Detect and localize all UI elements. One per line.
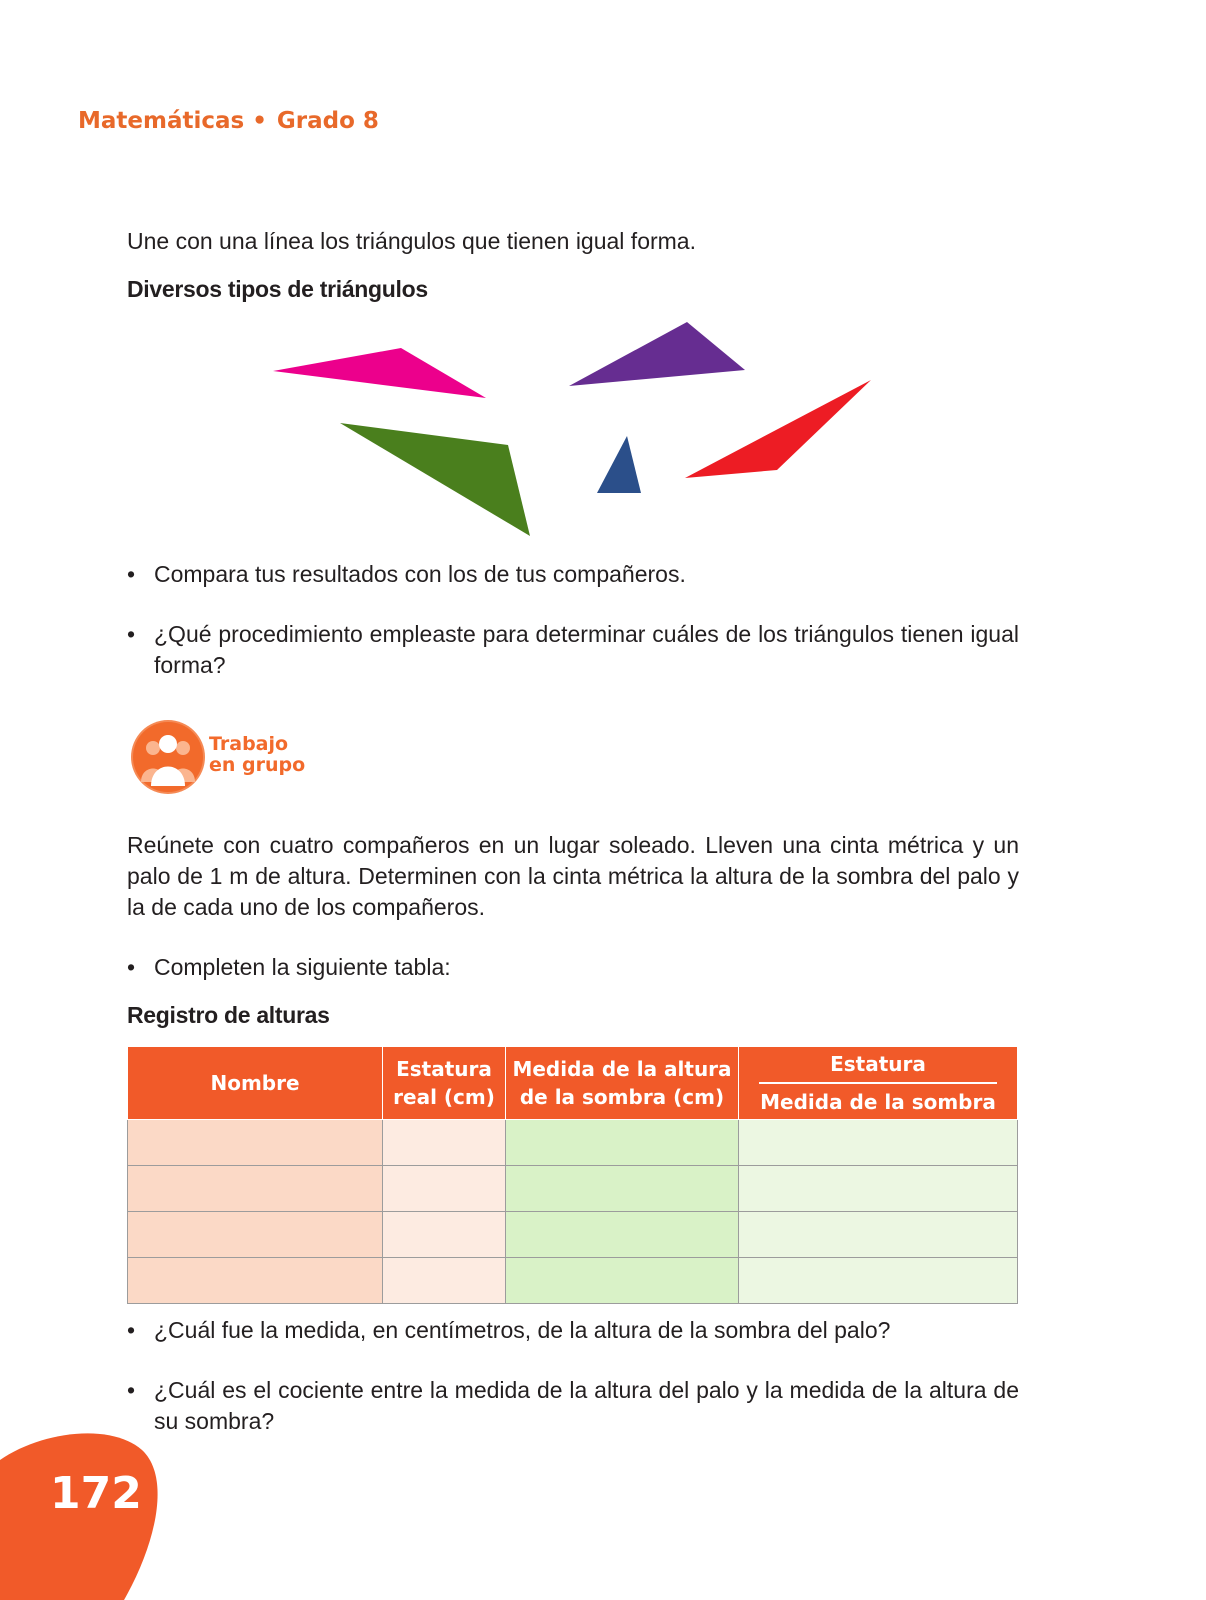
shadow-cell[interactable] xyxy=(506,1212,739,1258)
triangle-purple[interactable] xyxy=(569,322,745,386)
question-stick-shadow: ¿Cuál fue la medida, en centímetros, de la altura de la sombra del palo? xyxy=(154,1317,891,1343)
instruction-text: Une con una línea los triángulos que tienen igual forma. xyxy=(127,228,696,254)
shadow-cell[interactable] xyxy=(506,1258,739,1304)
group-instructions: Reúnete con cuatro compañeros en un lugar soleado. Lleven una cinta métrica y un palo de 1 m de altura. Determinen con la cinta métrica la altura de la sombra del palo y la de cada uno de los compañeros. xyxy=(127,832,1019,920)
table-row xyxy=(128,1166,1018,1212)
list-item: • ¿Cuál fue la medida, en centímetros, de la altura de la sombra del palo? xyxy=(127,1315,1019,1346)
figure-title: Diversos tipos de triángulos xyxy=(127,276,428,302)
table-row xyxy=(128,1212,1018,1258)
group-work-label: Trabajo en grupo xyxy=(209,733,306,776)
list-item: • ¿Qué procedimiento empleaste para determinar cuáles de los triángulos tienen igual forma? xyxy=(127,619,1019,681)
name-cell[interactable] xyxy=(128,1120,383,1166)
name-cell[interactable] xyxy=(128,1166,383,1212)
height-cell[interactable] xyxy=(383,1258,506,1304)
list-item: • Compara tus resultados con los de tus compañeros. xyxy=(127,559,1019,590)
triangle-red[interactable] xyxy=(685,380,871,478)
page-number: 172 xyxy=(50,1468,142,1519)
col-name: Nombre xyxy=(128,1047,383,1120)
name-cell[interactable] xyxy=(128,1258,383,1304)
col-real-height: Estatura real (cm) xyxy=(383,1047,506,1120)
ratio-cell[interactable] xyxy=(739,1258,1018,1304)
table-row xyxy=(128,1258,1018,1304)
list-item: • ¿Cuál es el cociente entre la medida de la altura del palo y la medida de la altura de su sombra? xyxy=(127,1375,1019,1437)
ratio-cell[interactable] xyxy=(739,1120,1018,1166)
triangle-blue[interactable] xyxy=(597,436,641,493)
table-row xyxy=(128,1120,1018,1166)
col-shadow-height: Medida de la altura de la sombra (cm) xyxy=(506,1047,739,1120)
shadow-cell[interactable] xyxy=(506,1166,739,1212)
table-header-row xyxy=(128,1047,1018,1120)
table-title: Registro de alturas xyxy=(127,1002,330,1028)
list-item: • Completen la siguiente tabla: xyxy=(127,952,1019,983)
people-group-icon xyxy=(133,722,203,792)
bullet-complete-table: Completen la siguiente tabla: xyxy=(154,954,451,980)
col-ratio xyxy=(739,1047,1018,1120)
name-cell[interactable] xyxy=(128,1212,383,1258)
page-header xyxy=(78,108,379,134)
height-cell[interactable] xyxy=(383,1120,506,1166)
header-separator: • xyxy=(252,108,267,134)
triangle-green[interactable] xyxy=(340,423,530,536)
triangle-magenta[interactable] xyxy=(273,348,486,398)
ratio-cell[interactable] xyxy=(739,1212,1018,1258)
ratio-numerator: Estatura xyxy=(759,1050,997,1084)
triangles-figure xyxy=(0,310,1206,540)
height-cell[interactable] xyxy=(383,1166,506,1212)
bullet-compare: Compara tus resultados con los de tus compañeros. xyxy=(154,561,686,587)
ratio-denominator: Medida de la sombra xyxy=(760,1090,996,1114)
subject-label: Matemáticas xyxy=(78,108,245,134)
question-quotient: ¿Cuál es el cociente entre la medida de la altura del palo y la medida de la altura de su sombra? xyxy=(154,1377,1019,1434)
grade-label: Grado 8 xyxy=(276,108,379,134)
heights-table xyxy=(127,1046,1018,1304)
ratio-cell[interactable] xyxy=(739,1166,1018,1212)
bullet-procedure: ¿Qué procedimiento empleaste para determinar cuáles de los triángulos tienen igual forma? xyxy=(154,621,1019,678)
group-work-badge xyxy=(133,722,433,794)
shadow-cell[interactable] xyxy=(506,1120,739,1166)
height-cell[interactable] xyxy=(383,1212,506,1258)
